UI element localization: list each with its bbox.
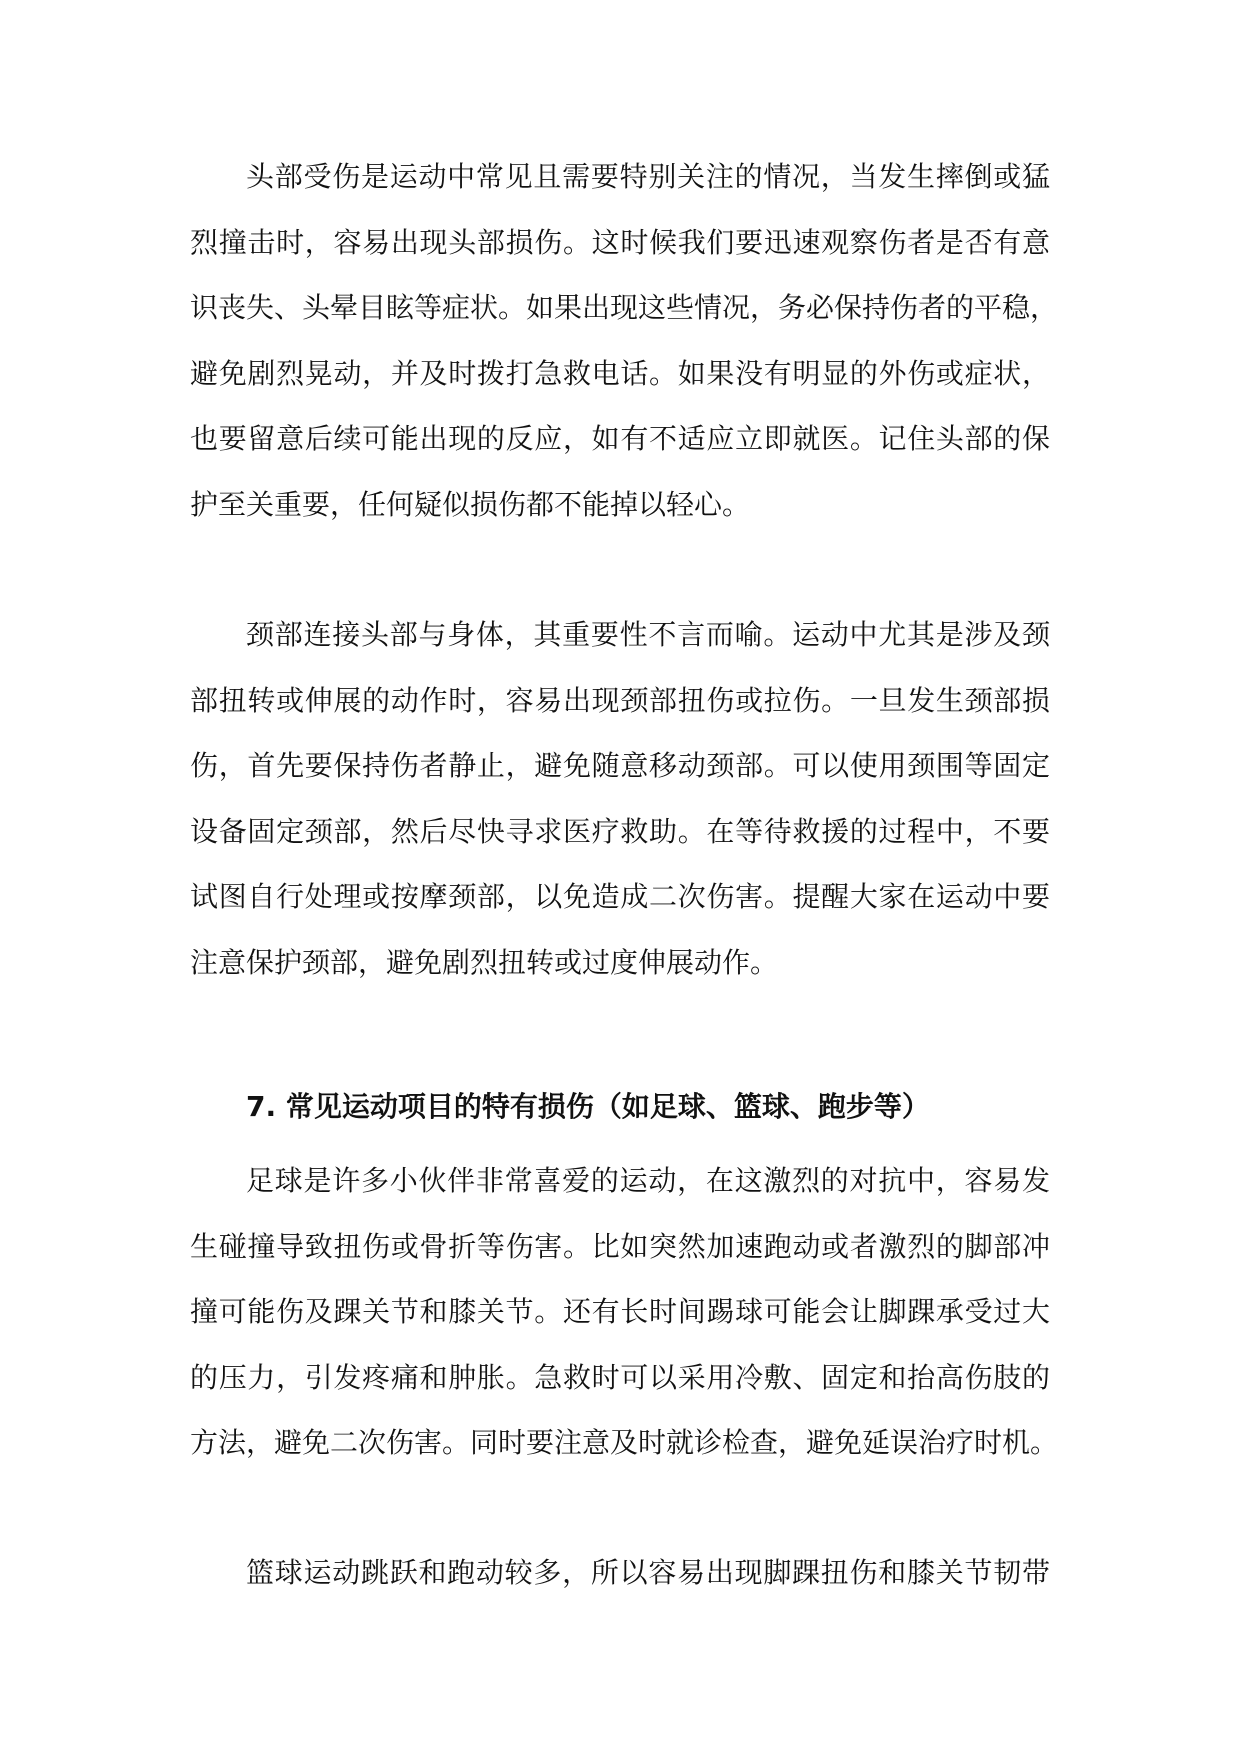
paragraph-line: 烈撞击时，容易出现头部损伤。这时候我们要迅速观察伤者是否有意 xyxy=(190,225,1050,259)
paragraph-line: 篮球运动跳跃和跑动较多，所以容易出现脚踝扭伤和膝关节韧带 xyxy=(246,1556,1050,1589)
paragraph-line: 避免剧烈晃动，并及时拨打急救电话。如果没有明显的外伤或症状， xyxy=(190,356,1050,390)
paragraph-line: 也要留意后续可能出现的反应，如有不适应立即就医。记住头部的保 xyxy=(190,422,1050,455)
paragraph-head-injury xyxy=(190,144,1059,537)
section-heading: 7. 常见运动项目的特有损伤（如足球、篮球、跑步等） xyxy=(246,1090,930,1123)
paragraph-line: 注意保护颈部，避免剧烈扭转或过度伸展动作。 xyxy=(190,945,779,979)
paragraph-line: 识丧失、头晕目眩等症状。如果出现这些情况，务必保持伤者的平稳， xyxy=(190,291,1059,324)
paragraph-line: 方法，避免二次伤害。同时要注意及时就诊检查，避免延误治疗时机。 xyxy=(190,1426,1059,1459)
paragraph-line: 的压力，引发疼痛和肿胀。急救时可以采用冷敷、固定和抬高伤肢的 xyxy=(190,1360,1050,1394)
paragraph-line: 伤，首先要保持伤者静止，避免随意移动颈部。可以使用颈围等固定 xyxy=(190,749,1050,782)
paragraph-line: 部扭转或伸展的动作时，容易出现颈部扭伤或拉伤。一旦发生颈部损 xyxy=(190,683,1050,717)
paragraph-line: 头部受伤是运动中常见且需要特别关注的情况，当发生摔倒或猛 xyxy=(246,160,1050,193)
paragraph-football-injury xyxy=(190,1148,1059,1476)
paragraph-line: 颈部连接头部与身体，其重要性不言而喻。运动中尤其是涉及颈 xyxy=(246,618,1050,651)
paragraph-neck-injury xyxy=(190,602,1050,995)
paragraph-basketball-injury xyxy=(190,1540,1050,1606)
paragraph-line: 试图自行处理或按摩颈部，以免造成二次伤害。提醒大家在运动中要 xyxy=(190,880,1050,913)
paragraph-line: 撞可能伤及踝关节和膝关节。还有长时间踢球可能会让脚踝承受过大 xyxy=(190,1295,1050,1328)
paragraph-line: 生碰撞导致扭伤或骨折等伤害。比如突然加速跑动或者激烈的脚部冲 xyxy=(190,1229,1050,1263)
paragraph-line: 足球是许多小伙伴非常喜爱的运动，在这激烈的对抗中，容易发 xyxy=(246,1164,1050,1197)
paragraph-line: 护至关重要，任何疑似损伤都不能掉以轻心。 xyxy=(190,487,751,521)
paragraph-line: 设备固定颈部，然后尽快寻求医疗救助。在等待救援的过程中，不要 xyxy=(190,814,1050,848)
